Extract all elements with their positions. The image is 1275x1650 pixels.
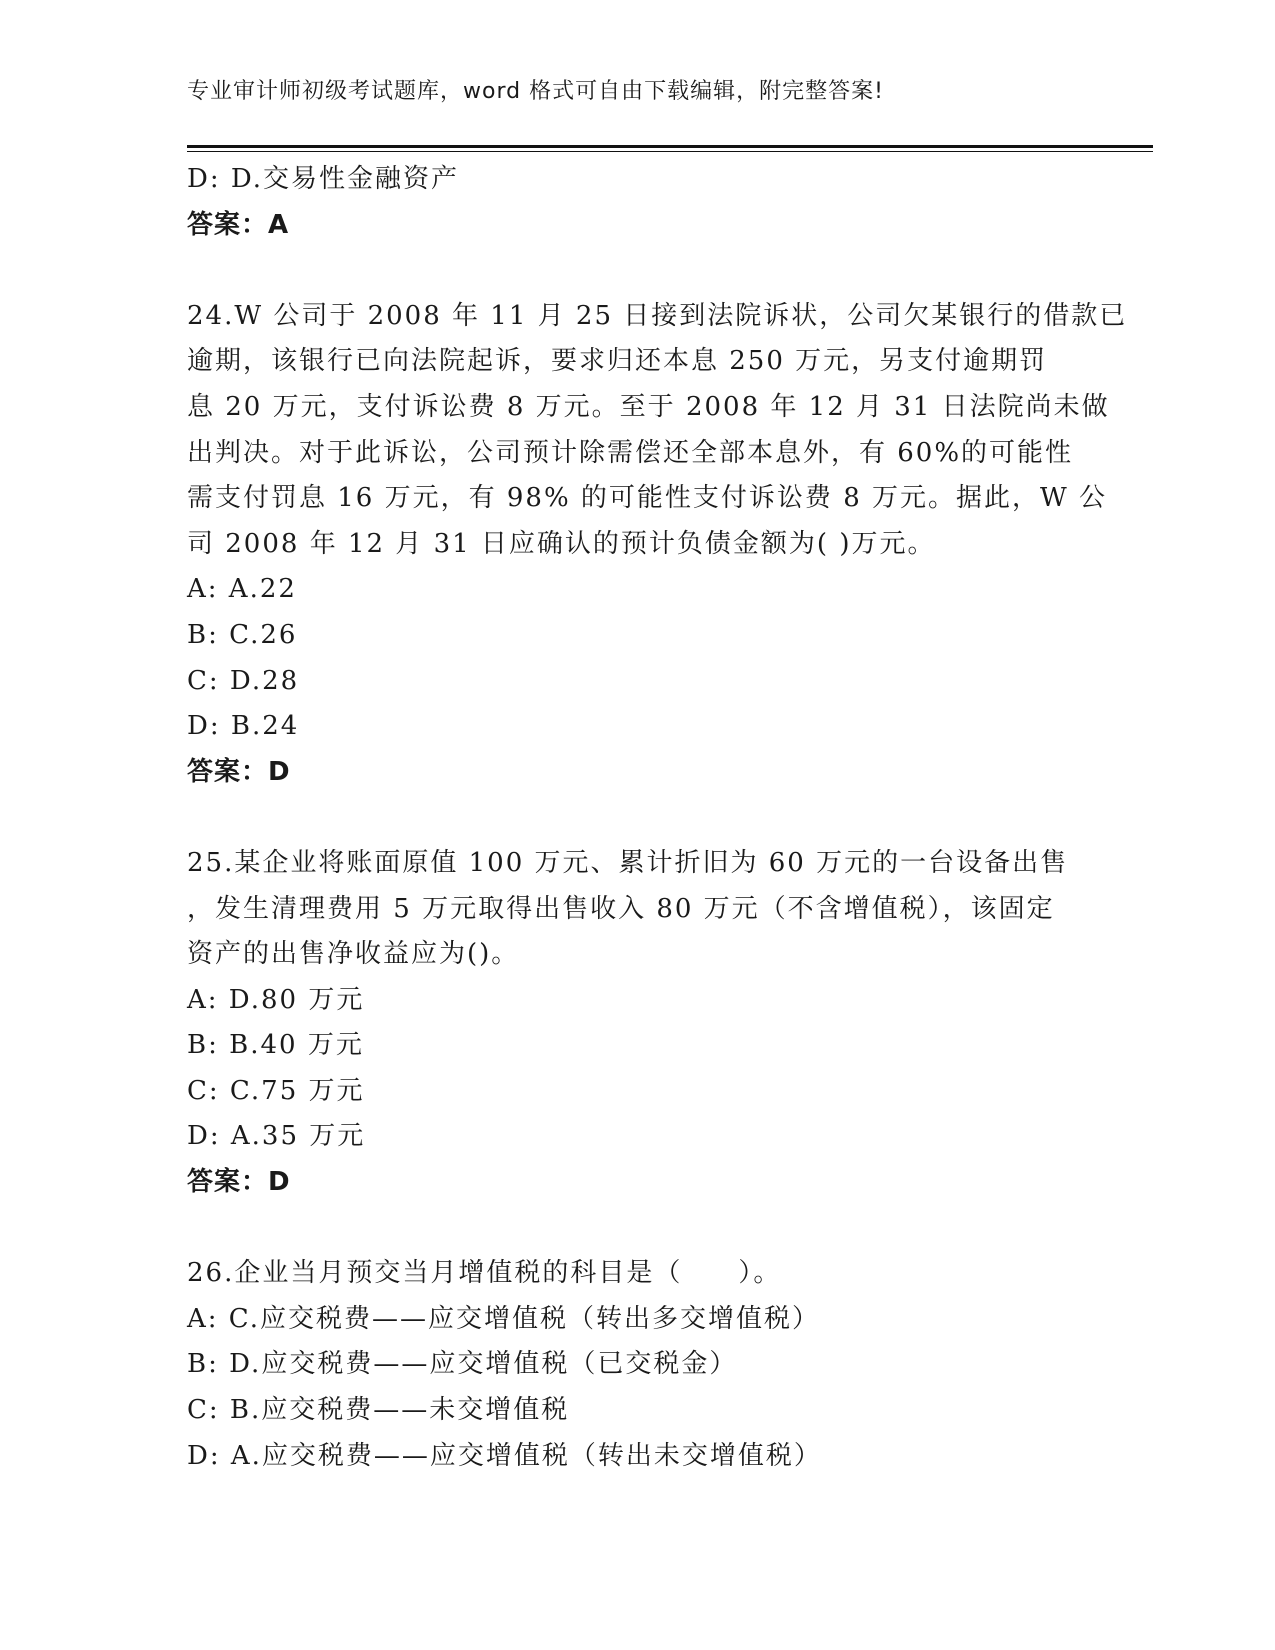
option-line: B: B.40 万元 [187, 1030, 364, 1061]
question-line: 逾期，该银行已向法院起诉，要求归还本息 250 万元，另支付逾期罚 [187, 346, 1048, 377]
question-line: 25.某企业将账面原值 100 万元、累计折旧为 60 万元的一台设备出售 [187, 847, 1069, 878]
option-line: B: C.26 [187, 619, 298, 650]
question-line: 资产的出售净收益应为()。 [187, 939, 520, 970]
option-line: C: D.28 [187, 665, 300, 696]
answer-line: 答案：A [187, 209, 290, 240]
option-line: D: A.应交税费——应交增值税（转出未交增值税） [187, 1440, 822, 1471]
header-rule-thick [187, 145, 1153, 148]
question-line: 26.企业当月预交当月增值税的科目是（ ）。 [187, 1258, 782, 1289]
spacer [187, 248, 1087, 294]
question-content [187, 157, 1128, 1479]
option-line: D: D.交易性金融资产 [187, 164, 460, 194]
spacer [187, 1206, 1087, 1252]
spacer [187, 795, 1087, 841]
question-line: 24.W 公司于 2008 年 11 月 25 日接到法院诉状，公司欠某银行的借款已 [187, 300, 1128, 331]
question-line: 出判决。对于此诉讼，公司预计除需偿还全部本息外，有 60%的可能性 [187, 437, 1074, 468]
question-line: 需支付罚息 16 万元，有 98% 的可能性支付诉讼费 8 万元。据此，W 公 [187, 483, 1107, 514]
question-line: ，发生清理费用 5 万元取得出售收入 80 万元（不含增值税），该固定 [187, 893, 1055, 924]
question-line: 司 2008 年 12 月 31 日应确认的预计负债金额为( )万元。 [187, 528, 936, 559]
option-line: C: B.应交税费——未交增值税 [187, 1395, 570, 1426]
answer-line: 答案：D [187, 1167, 291, 1198]
option-line: A: D.80 万元 [187, 984, 365, 1015]
option-line: B: D.应交税费——应交增值税（已交税金） [187, 1349, 738, 1380]
page-header: 专业审计师初级考试题库，word 格式可自由下载编辑，附完整答案! [187, 79, 884, 104]
answer-line: 答案：D [187, 756, 291, 787]
option-line: D: A.35 万元 [187, 1121, 366, 1152]
option-line: C: C.75 万元 [187, 1075, 365, 1106]
option-line: A: C.应交税费——应交增值税（转出多交增值税） [187, 1303, 821, 1334]
option-line: A: A.22 [187, 574, 297, 605]
header-rule-thin [187, 151, 1153, 152]
question-line: 息 20 万元，支付诉讼费 8 万元。至于 2008 年 12 月 31 日法院尚未做 [187, 391, 1110, 422]
option-line: D: B.24 [187, 711, 300, 742]
